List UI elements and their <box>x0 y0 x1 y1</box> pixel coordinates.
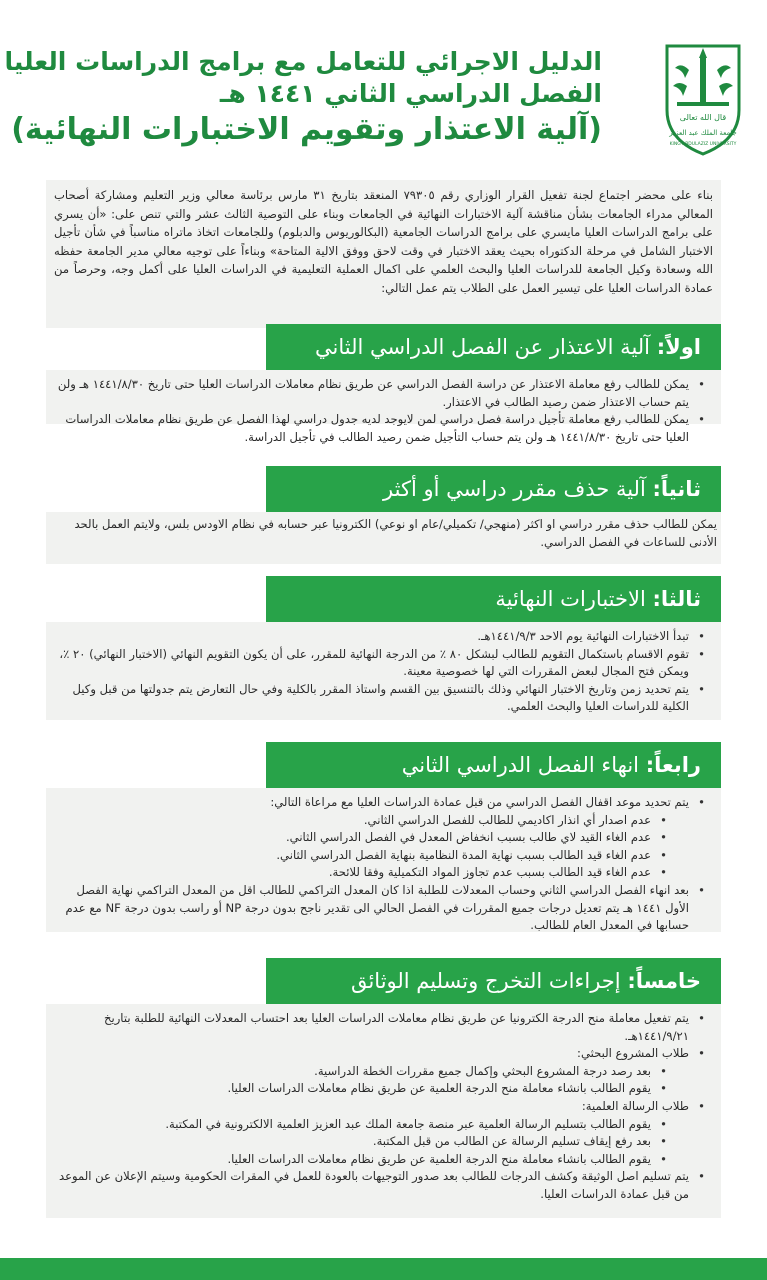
list-item: • يمكن للطالب رفع معاملة تأجيل دراسة فصل دراسي لمن لايوجد لديه جدول دراسي لهذا الفصل عن طريق نظام معاملات الدراسات العليا حتى تاريخ ١٤٤١/٨/٣٠ هـ ولن يتم حساب التأجيل ضمن رصيد الطالب في تأجيل الدراسة. <box>56 411 689 446</box>
list-item-text: طلاب الرسالة العلمية: <box>581 1098 689 1113</box>
section-3-body <box>46 622 721 720</box>
list-item <box>56 1045 689 1098</box>
section-3-heading <box>266 576 721 622</box>
section-5 <box>46 958 721 1218</box>
logo-text-en: KING ABDULAZIZ UNIVERSITY <box>669 142 737 147</box>
logo-text-top: قال الله تعالى <box>679 113 727 122</box>
section-3-number: ثالثا: <box>652 587 701 611</box>
section-4 <box>46 742 721 932</box>
list-item: • تبدأ الاختبارات النهائية يوم الاحد ١٤٤١/٩/٣هـ. <box>56 628 689 646</box>
list-item: • تقوم الاقسام باستكمال التقويم للطالب لبشكل ٨٠ ٪ من الدرجة النهائية للمقرر، على أن يكون التقويم النهائي (الاختبار النهائي) ٢٠ ٪، ويمكن فتح المجال لبعض المقررات التي لها خصوصية معينة. <box>56 646 689 681</box>
list-item-text: طلاب المشروع البحثي: <box>577 1046 689 1061</box>
list-item: • يمكن للطالب رفع معاملة الاعتذار عن دراسة الفصل الدراسي عن طريق نظام معاملات الدراسات العليا حتى تاريخ ١٤٤١/٨/٣٠ هـ ولن يتم حساب الاعتذار ضمن رصيد الطالب في الاعتذار. <box>56 376 689 411</box>
title-line-2: الفصل الدراسي الثاني ١٤٤١ هـ <box>219 79 602 108</box>
section-2-body: يمكن للطالب حذف مقرر دراسي او اكثر (منهجي/ تكميلي/عام او نوعي) الكترونيا عبر حسابه في نظام الاودس بلس، ولايتم العمل بالحد الأدنى للساعات في الفصل الدراسي. <box>46 512 721 564</box>
logo-text-bottom: جامعة الملك عبد العزيز <box>669 129 737 137</box>
section-1-number: اولاً: <box>656 335 701 359</box>
title-block <box>4 46 602 150</box>
section-4-heading <box>266 742 721 788</box>
section-2 <box>46 466 721 564</box>
intro-paragraph: بناء على محضر اجتماع لجنة تفعيل القرار الوزاري رقم ٧٩٣٠٥ المنعقد بتاريخ ٣١ مارس برئاسة معالي وزير التعليم ومشاركة أصحاب المعالي مدراء الجامعات بشأن مناقشة آلية الاختبارات النهائية في الجامعات وبناء على التوصية الثالث عشر والتي تنص على: «أن يسري على برامج الدراسات العليا مايسري على برامج الدراسات الجامعية (البكالوريوس والدبلوم) وللجامعات اتخاذ ماتراه مناسباً في شأن تأجيل الاختبار الشامل في مرحلة الدكتوراه بحيث يعقد الاختبار في وقت لاحق ووفق الالية المتاحة» وبناءاً على توجيه معالي مدير الجامعة حفظه الله وسعادة وكيل الجامعة للدراسات العليا والبحث العلمي على اكمال العملية التعليمية في الدراسات العليا على أكمل وجه، وحرصاً من عمادة الدراسات العليا على تيسير العمل على الطلاب يتم عمل التالي: <box>46 180 721 328</box>
footer-bar <box>0 1258 767 1280</box>
sub-list-item: • بعد رفع إيقاف تسليم الرسالة عن الطالب من قبل المكتبة. <box>56 1133 651 1151</box>
section-5-title: إجراءات التخرج وتسليم الوثائق <box>350 969 621 993</box>
list-item: • بعد انهاء الفصل الدراسي الثاني وحساب المعدلات للطلبة اذا كان المعدل التراكمي للطالب اقل من المعدل التراكمي نهاية الفصل الأول ١٤٤١ هـ يتم تعديل درجات جميع المقررات في الفصل الحالي الى تقدير ناجح بدون درجة NP أو راسب بدون درجة NF مع عدم حسابها في المعدل العام للطالب. <box>56 882 689 935</box>
sub-list-item: • عدم اصدار أي انذار اكاديمي للطالب للفصل الدراسي الثاني. <box>56 812 651 830</box>
list-item-text: يتم تحديد موعد اقفال الفصل الدراسي من قبل عمادة الدراسات العليا مع مراعاة التالي: <box>270 795 689 809</box>
section-2-number: ثانياً: <box>652 477 701 501</box>
sub-list-item: • يقوم الطالب بانشاء معاملة منح الدرجة العلمية عن طريق نظام معاملات الدراسات العليا. <box>56 1151 651 1169</box>
university-logo <box>661 40 745 158</box>
section-5-body <box>46 1004 721 1218</box>
list-item <box>56 794 689 882</box>
sub-list-item: • عدم الغاء قيد الطالب بسبب نهاية المدة النظامية بنهاية الفصل الدراسي الثاني. <box>56 847 651 865</box>
section-4-title: انهاء الفصل الدراسي الثاني <box>401 753 639 777</box>
section-2-title: آلية حذف مقرر دراسي أو أكثر <box>383 477 646 501</box>
section-1-heading <box>266 324 721 370</box>
sub-list-item: • عدم الغاء قيد الطالب بسبب عدم تجاوز المواد التكميلية وفقا للائحة. <box>56 864 651 882</box>
section-1 <box>46 324 721 444</box>
list-item: • يتم تفعيل معاملة منح الدرجة الكترونيا عن طريق نظام معاملات الدراسات العليا بعد احتساب المعدلات النهائية للطلبة بتاريخ ١٤٤١/٩/٢١هـ. <box>56 1010 689 1045</box>
section-5-number: خامساً: <box>627 969 701 993</box>
title-line-1: الدليل الاجرائي للتعامل مع برامج الدراسات العليا <box>4 47 602 76</box>
list-item: • يتم تحديد زمن وتاريخ الاختبار النهائي وذلك بالتنسيق بين القسم واستاذ المقرر بالكلية وفي حال التعارض يتم جدولتها من قبل وكيل الكلية للدراسات العليا والبحث العلمي. <box>56 681 689 716</box>
section-3 <box>46 576 721 720</box>
sub-list-item: • يقوم الطالب بانشاء معاملة منح الدرجة العلمية عن طريق نظام معاملات الدراسات العليا. <box>56 1080 651 1098</box>
list-item: • يتم تسليم اصل الوثيقة وكشف الدرجات للطالب بعد صدور التوجيهات بالعودة للعمل في المقرات الحكومية وسيتم الإعلان عن الموعد من قبل عمادة الدراسات العليا. <box>56 1168 689 1203</box>
section-1-title: آلية الاعتذار عن الفصل الدراسي الثاني <box>315 335 651 359</box>
sub-list-item: • عدم الغاء القيد لاي طالب بسبب انخفاض المعدل في الفصل الدراسي الثاني. <box>56 829 651 847</box>
section-5-heading <box>266 958 721 1004</box>
section-3-title: الاختبارات النهائية <box>495 587 646 611</box>
section-4-number: رابعاً: <box>645 753 701 777</box>
section-1-body <box>46 370 721 444</box>
sub-list-item: • يقوم الطالب بتسليم الرسالة العلمية عبر منصة جامعة الملك عبد العزيز العلمية الالكترونية في المكتبة. <box>56 1116 651 1134</box>
title-line-3: (آلية الاعتذار وتقويم الاختبارات النهائية) <box>11 112 602 147</box>
section-2-heading <box>266 466 721 512</box>
section-4-body <box>46 788 721 932</box>
sub-list-item: • بعد رصد درجة المشروع البحثي وإكمال جميع مقررات الخطة الدراسية. <box>56 1063 651 1081</box>
list-item <box>56 1098 689 1168</box>
header <box>0 0 767 170</box>
